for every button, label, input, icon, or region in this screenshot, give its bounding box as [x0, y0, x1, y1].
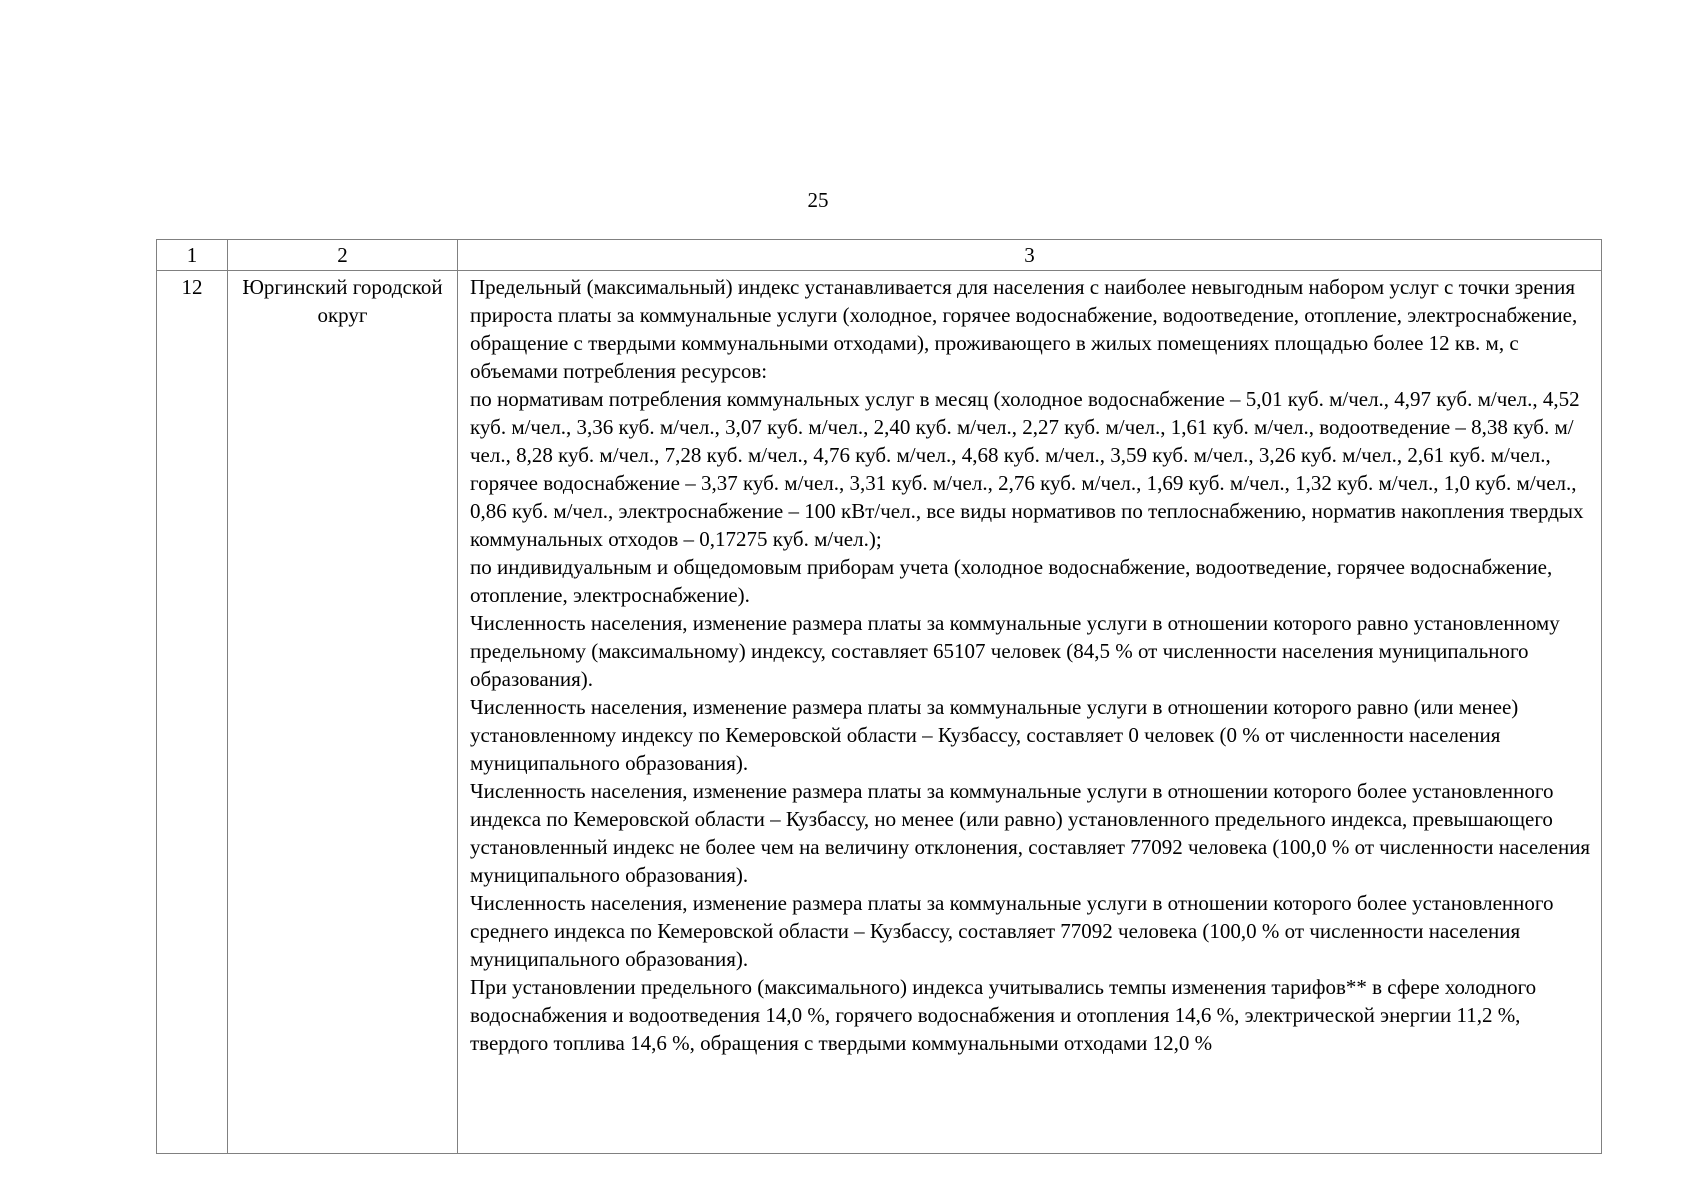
paragraph-metering-devices: по индивидуальным и общедомовым приборам учета (холодное водоснабжение, водоотведение, горячее водоснабжение, отопление, электроснабжение).: [470, 555, 1553, 607]
paragraph-index-definition: Предельный (максимальный) индекс устанавливается для населения с наиболее невыгодным набором услуг с точки зрения прироста платы за коммунальные услуги (холодное, горячее водоснабжение, водоотведение, отопление, электроснабжение, обращение с твердыми коммунальными отходами), проживающего в жилых помещениях площадью более 12 кв. м, с объемами потребления ресурсов:: [470, 275, 1578, 383]
municipality-name: Юргинский городской округ: [228, 271, 458, 1154]
paragraph-population-equal-max: Численность населения, изменение размера платы за коммунальные услуги в отношении которого равно установленному предельному (максимальному) индексу, составляет 65107 человек (84,5 % от численности населения муниципального образования).: [470, 611, 1560, 691]
paragraph-tariff-rates: При установлении предельного (максимального) индекса учитывались темпы изменения тарифов** в сфере холодного водоснабжения и водоотведения 14,0 %, горячего водоснабжения и отопления 14,6 %, электрической энергии 11,2 %, твердого топлива 14,6 %, обращения с твердыми коммунальными отходами 12,0 %: [470, 975, 1537, 1055]
paragraph-population-above-average: Численность населения, изменение размера платы за коммунальные услуги в отношении которого более установленного среднего индекса по Кемеровской области – Кузбассу, составляет 77092 человека (100,0 % от численности населения муниципального образования).: [470, 891, 1554, 971]
description-cell: [458, 271, 1602, 1154]
paragraph-population-equal-regional: Численность населения, изменение размера платы за коммунальные услуги в отношении которого равно (или менее) установленному индексу по Кемеровской области – Кузбассу, составляет 0 человек (0 % от численности населения муниципального образования).: [470, 695, 1519, 775]
paragraph-consumption-norms: по нормативам потребления коммунальных услуг в месяц (холодное водоснабжение – 5,01 куб. м/чел., 4,97 куб. м/чел., 4,52 куб. м/чел., 3,36 куб. м/чел., 3,07 куб. м/чел., 2,40 куб. м/чел., 2,27 куб. м/чел., 1,61 куб. м/чел., водоотведение – 8,38 куб. м/чел., 8,28 куб. м/чел., 7,28 куб. м/чел., 4,76 куб. м/чел., 4,68 куб. м/чел., 3,59 куб. м/чел., 3,26 куб. м/чел., 2,61 куб. м/чел., горячее водоснабжение – 3,37 куб. м/чел., 3,31 куб. м/чел., 2,76 куб. м/чел., 1,69 куб. м/чел., 1,32 куб. м/чел., 1,0 куб. м/чел., 0,86 куб. м/чел., электроснабжение – 100 кВт/чел., все виды нормативов по теплоснабжению, норматив накопления твердых коммунальных отходов – 0,17275 куб. м/чел.);: [470, 387, 1584, 551]
paragraph-population-above-regional: Численность населения, изменение размера платы за коммунальные услуги в отношении которого более установленного индекса по Кемеровской области – Кузбассу, но менее (или равно) установленного предельного индекса, превышающего установленный индекс не более чем на величину отклонения, составляет 77092 человека (100,0 % от численности населения муниципального образования).: [470, 779, 1591, 887]
column-header-1: 1: [157, 240, 228, 271]
column-header-2: 2: [228, 240, 458, 271]
table-row: [157, 271, 1602, 1154]
tariff-index-table: [156, 239, 1602, 1154]
table-header-row: [157, 240, 1602, 271]
page-number: 25: [807, 188, 829, 212]
row-number: 12: [157, 271, 228, 1154]
column-header-3: 3: [458, 240, 1602, 271]
